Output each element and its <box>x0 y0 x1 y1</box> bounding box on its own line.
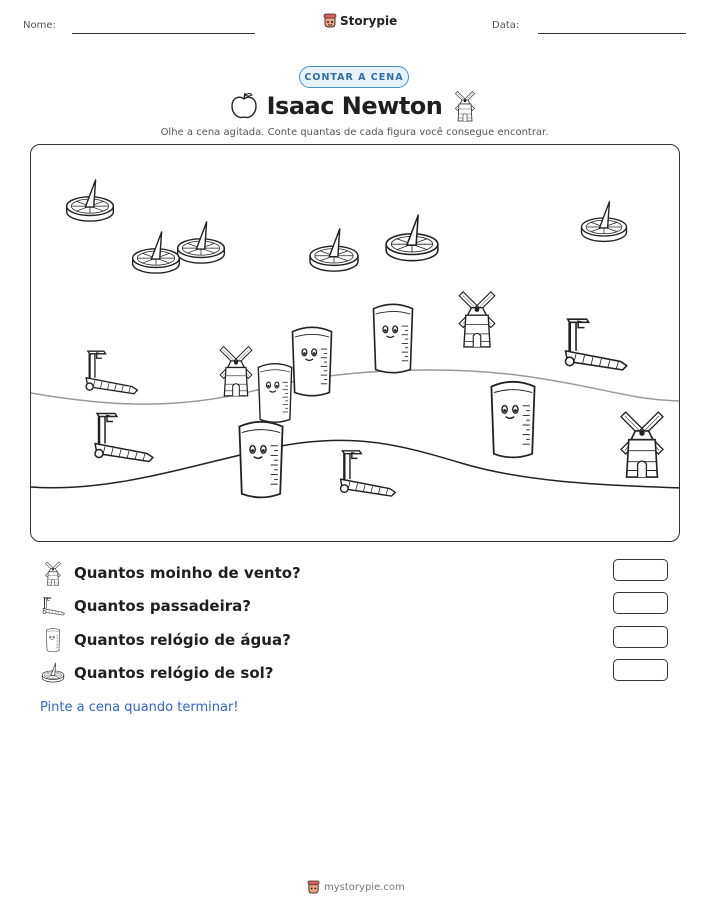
sundial-icon <box>40 660 66 686</box>
water-clock-icon <box>491 382 534 458</box>
question-text: Quantos passadeira? <box>74 597 251 615</box>
storypie-mascot-icon <box>323 13 337 29</box>
water-clock-icon <box>40 627 66 653</box>
coloring-note: Pinte a cena quando terminar! <box>40 700 239 715</box>
name-line[interactable] <box>72 33 255 34</box>
answer-box-sundial[interactable] <box>613 659 668 681</box>
answer-box-windmill[interactable] <box>613 559 668 581</box>
treadmill-icon <box>86 351 137 394</box>
water-clock-icon <box>258 364 291 423</box>
activity-badge: CONTAR A CENA <box>299 66 409 88</box>
sundial-icon <box>582 202 627 242</box>
question-water-clock <box>40 627 291 653</box>
question-text: Quantos relógio de sol? <box>74 664 274 682</box>
sundial-icon <box>133 232 180 273</box>
page-title: Isaac Newton <box>266 92 443 120</box>
treadmill-icon <box>40 593 66 619</box>
sundial-icon <box>386 215 438 260</box>
windmill-icon <box>208 334 265 396</box>
brand-logo <box>323 13 397 29</box>
water-clock-icon <box>239 422 282 498</box>
footer-url[interactable]: mystorypie.com <box>324 882 405 893</box>
sundial-icon <box>178 222 225 263</box>
question-treadmill <box>40 593 251 619</box>
name-label: Nome: <box>23 20 56 31</box>
date-label: Data: <box>492 20 520 31</box>
treadmill-icon <box>341 451 396 496</box>
question-sundial <box>40 660 274 686</box>
treadmill-icon <box>95 414 153 462</box>
instructions: Olhe a cena agitada. Conte quantas de cada figura você consegue encontrar. <box>160 127 549 138</box>
counting-scene[interactable] <box>30 144 680 542</box>
question-text: Quantos relógio de água? <box>74 631 291 649</box>
windmill-icon <box>450 89 480 122</box>
water-clock-icon <box>292 327 331 395</box>
question-text: Quantos moinho de vento? <box>74 564 301 582</box>
storypie-mascot-icon <box>307 880 320 895</box>
windmill-icon <box>445 278 508 347</box>
sundial-icon <box>67 180 114 221</box>
brand-name: Storypie <box>340 14 398 28</box>
footer <box>307 880 405 895</box>
treadmill-icon <box>565 319 626 370</box>
answer-box-treadmill[interactable] <box>613 592 668 614</box>
date-line[interactable] <box>538 33 686 34</box>
question-windmill <box>40 560 301 586</box>
sundial-icon <box>310 229 358 271</box>
water-clock-icon <box>373 304 412 372</box>
windmill-icon <box>40 560 66 586</box>
answer-box-water-clock[interactable] <box>613 626 668 648</box>
windmill-icon <box>605 396 680 477</box>
